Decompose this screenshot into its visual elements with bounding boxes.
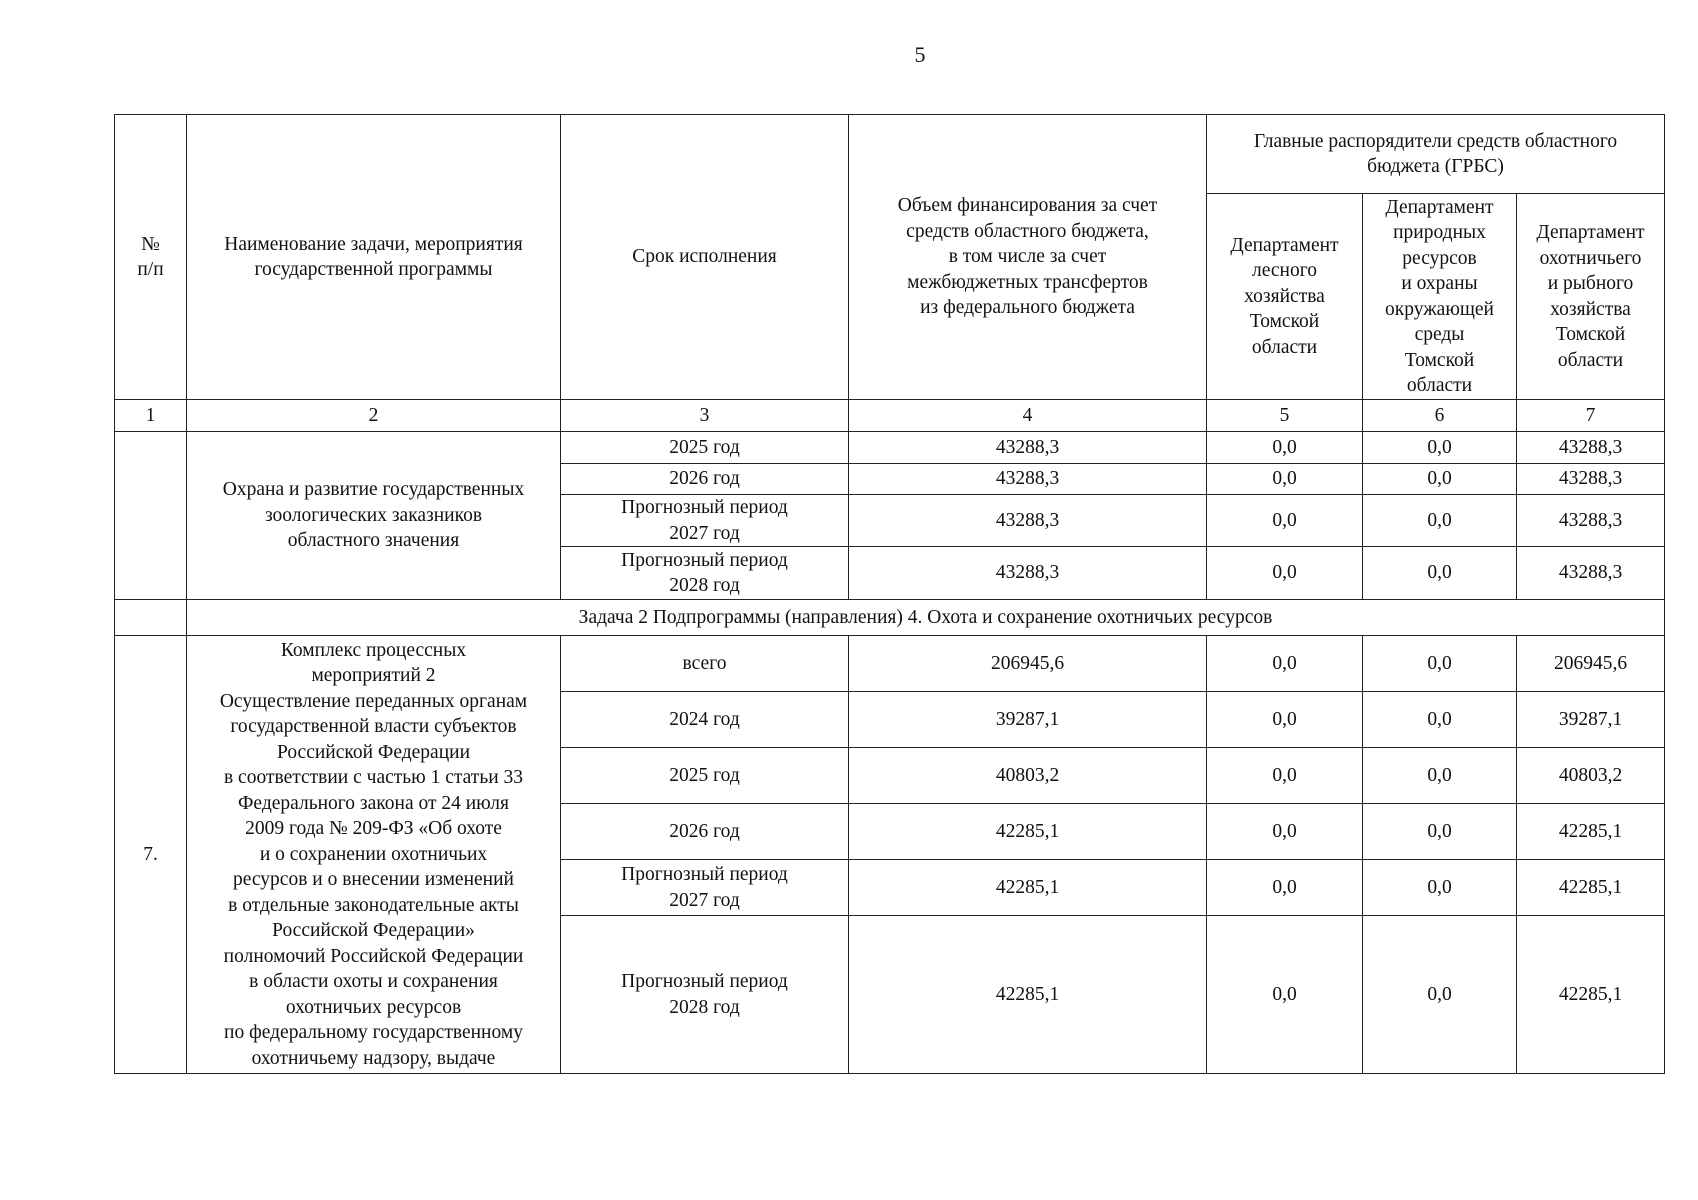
page-number: 5	[914, 42, 926, 67]
header-dept-hunting: Департамент охотничьего и рыбного хозяйства Томской области	[1517, 194, 1665, 400]
forest-cell: 0,0	[1207, 804, 1363, 860]
table-row	[115, 432, 1665, 464]
hunting-cell: 206945,6	[1517, 636, 1665, 692]
measure-name: Охрана и развитие государственных зоологических заказников областного значения	[187, 432, 561, 600]
total-cell: 206945,6	[849, 636, 1207, 692]
table-row	[115, 636, 1665, 692]
task-num-cell	[115, 600, 187, 636]
hunting-cell: 43288,3	[1517, 547, 1665, 600]
column-numbers-row	[115, 400, 1665, 432]
hunting-cell: 43288,3	[1517, 432, 1665, 464]
column-number: 6	[1363, 400, 1517, 432]
forest-cell: 0,0	[1207, 432, 1363, 464]
nature-cell: 0,0	[1363, 804, 1517, 860]
forest-cell: 0,0	[1207, 547, 1363, 600]
forest-cell: 0,0	[1207, 464, 1363, 495]
term-cell: Прогнозный период 2028 год	[561, 916, 849, 1074]
term-cell: Прогнозный период 2027 год	[561, 860, 849, 916]
program-table	[114, 114, 1665, 1074]
total-cell: 42285,1	[849, 916, 1207, 1074]
nature-cell: 0,0	[1363, 692, 1517, 748]
nature-cell: 0,0	[1363, 748, 1517, 804]
header-row-1	[115, 115, 1665, 194]
column-number: 3	[561, 400, 849, 432]
column-number: 4	[849, 400, 1207, 432]
header-term: Срок исполнения	[561, 115, 849, 400]
header-volume: Объем финансирования за счет средств областного бюджета, в том числе за счет межбюджетных трансфертов из федерального бюджета	[849, 115, 1207, 400]
hunting-cell: 43288,3	[1517, 495, 1665, 547]
total-cell: 40803,2	[849, 748, 1207, 804]
column-number: 7	[1517, 400, 1665, 432]
total-cell: 43288,3	[849, 547, 1207, 600]
term-cell: Прогнозный период 2027 год	[561, 495, 849, 547]
nature-cell: 0,0	[1363, 464, 1517, 495]
forest-cell: 0,0	[1207, 636, 1363, 692]
total-cell: 39287,1	[849, 692, 1207, 748]
nature-cell: 0,0	[1363, 860, 1517, 916]
measure-name: Комплекс процессных мероприятий 2 Осуществление переданных органам государственной власти субъектов Российской Федерации в соответствии с частью 1 статьи 33 Федерального закона от 24 июля 2009 года № 209-ФЗ «Об охоте и о сохранении охотничьих ресурсов и о внесении изменений в отдельные законодательные акты Российской Федерации» полномочий Российской Федерации в области охоты и сохранения охотничьих ресурсов по федеральному государственному охотничьему надзору, выдаче	[187, 636, 561, 1074]
hunting-cell: 42285,1	[1517, 804, 1665, 860]
total-cell: 43288,3	[849, 432, 1207, 464]
header-num: № п/п	[115, 115, 187, 400]
total-cell: 43288,3	[849, 495, 1207, 547]
forest-cell: 0,0	[1207, 748, 1363, 804]
column-number: 2	[187, 400, 561, 432]
forest-cell: 0,0	[1207, 495, 1363, 547]
hunting-cell: 43288,3	[1517, 464, 1665, 495]
nature-cell: 0,0	[1363, 547, 1517, 600]
forest-cell: 0,0	[1207, 916, 1363, 1074]
hunting-cell: 42285,1	[1517, 916, 1665, 1074]
term-cell: 2026 год	[561, 804, 849, 860]
forest-cell: 0,0	[1207, 860, 1363, 916]
row-number	[115, 432, 187, 600]
task-row	[115, 600, 1665, 636]
total-cell: 42285,1	[849, 860, 1207, 916]
nature-cell: 0,0	[1363, 495, 1517, 547]
column-number: 1	[115, 400, 187, 432]
term-cell: всего	[561, 636, 849, 692]
column-number: 5	[1207, 400, 1363, 432]
row-number: 7.	[115, 636, 187, 1074]
forest-cell: 0,0	[1207, 692, 1363, 748]
total-cell: 42285,1	[849, 804, 1207, 860]
term-cell: 2026 год	[561, 464, 849, 495]
term-cell: 2025 год	[561, 748, 849, 804]
hunting-cell: 42285,1	[1517, 860, 1665, 916]
total-cell: 43288,3	[849, 464, 1207, 495]
header-dept-nature: Департамент природных ресурсов и охраны окружающей среды Томской области	[1363, 194, 1517, 400]
hunting-cell: 40803,2	[1517, 748, 1665, 804]
nature-cell: 0,0	[1363, 636, 1517, 692]
nature-cell: 0,0	[1363, 916, 1517, 1074]
term-cell: Прогнозный период 2028 год	[561, 547, 849, 600]
nature-cell: 0,0	[1363, 432, 1517, 464]
task-title: Задача 2 Подпрограммы (направления) 4. Охота и сохранение охотничьих ресурсов	[187, 600, 1665, 636]
header-name: Наименование задачи, мероприятия государственной программы	[187, 115, 561, 400]
term-cell: 2024 год	[561, 692, 849, 748]
header-dept-forest: Департамент лесного хозяйства Томской области	[1207, 194, 1363, 400]
header-grbs: Главные распорядители средств областного бюджета (ГРБС)	[1207, 115, 1665, 194]
term-cell: 2025 год	[561, 432, 849, 464]
hunting-cell: 39287,1	[1517, 692, 1665, 748]
